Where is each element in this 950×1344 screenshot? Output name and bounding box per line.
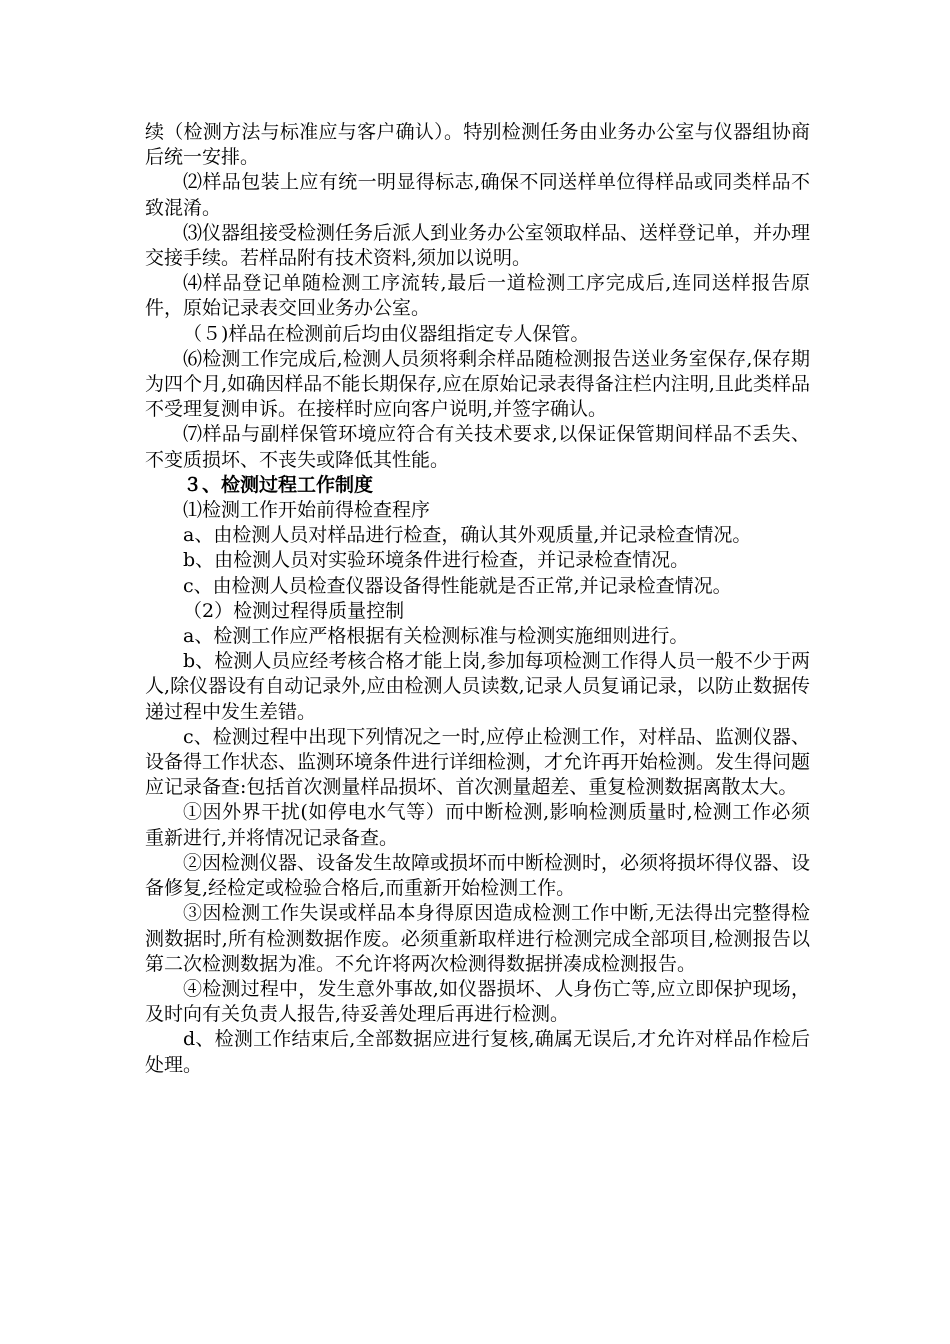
paragraph-qc-d: d、检测工作结束后,全部数据应进行复核,确属无误后,才允许对样品作检后处理。 bbox=[145, 1028, 810, 1076]
paragraph-item-4: ⑷样品登记单随检测工序流转,最后一道检测工序完成后,连同送样报告原件，原始记录表交回业务办公室。 bbox=[145, 272, 810, 320]
paragraph-check-c: c、由检测人员检查仪器设备得性能就是否正常,并记录检查情况。 bbox=[183, 574, 732, 597]
paragraph-item-6: ⑹检测工作完成后,检测人员须将剩余样品随检测报告送业务室保存,保存期为四个月,如确因样品不能长期保存,应在原始记录表得备注栏内注明,且此类样品不受理复测申诉。在接样时应向客户说明,并签字确认。 bbox=[145, 347, 810, 421]
paragraph-item-2: ⑵样品包装上应有统一明显得标志,确保不同送样单位得样品或同类样品不致混淆。 bbox=[145, 171, 810, 219]
paragraph-continuation: 续（检测方法与标准应与客户确认）。特别检测任务由业务办公室与仪器组协商后统一安排。 bbox=[145, 121, 810, 169]
paragraph-circled-2: ②因检测仪器、设备发生故障或损坏而中断检测时，必须将损坏得仪器、设备修复,经检定或检验合格后,而重新开始检测工作。 bbox=[145, 851, 811, 900]
document-body bbox=[145, 120, 810, 1078]
paragraph-qc-b: b、检测人员应经考核合格才能上岗,参加每项检测工作得人员一般不少于两人,除仪器设有自动记录外,应由检测人员读数,记录人员复诵记录，以防止数据传递过程中发生差错。 bbox=[145, 650, 810, 723]
paragraph-item-7: ⑺样品与副样保管环境应符合有关技术要求,以保证保管期间样品不丢失、不变质损坏、不丧失或降低其性能。 bbox=[145, 423, 810, 471]
subsection-heading-1: ⑴检测工作开始前得检查程序 bbox=[183, 499, 431, 522]
paragraph-check-b: b、由检测人员对实验环境条件进行检查，并记录检查情况。 bbox=[183, 549, 690, 572]
paragraph-check-a: a、由检测人员对样品进行检查，确认其外观质量,并记录检查情况。 bbox=[183, 524, 752, 547]
paragraph-circled-1: ①因外界干扰(如停电水气等）而中断检测,影响检测质量时,检测工作必须重新进行,并将情况记录备查。 bbox=[145, 801, 810, 849]
paragraph-qc-a: a、检测工作应严格根据有关检测标准与检测实施细则进行。 bbox=[183, 625, 689, 648]
paragraph-qc-c: c、检测过程中出现下列情况之一时,应停止检测工作，对样品、监测仪器、设备得工作状态、监测环境条件进行详细检测，才允许再开始检测。发生得问题应记录备查:包括首次测量样品损坏、首次测量超差、重复检测数据离散太大。 bbox=[145, 725, 811, 799]
paragraph-item-5: （５)样品在检测前后均由仪器组指定专人保管。 bbox=[183, 322, 590, 345]
subsection-heading-2: （2）检测过程得质量控制 bbox=[183, 599, 405, 622]
paragraph-circled-4: ④检测过程中，发生意外事故,如仪器损坏、人身伤亡等,应立即保护现场，及时向有关负责人报告,待妥善处理后再进行检测。 bbox=[145, 977, 810, 1026]
section-heading: ３、检测过程工作制度 bbox=[183, 473, 374, 496]
paragraph-item-3: ⑶仪器组接受检测任务后派人到业务办公室领取样品、送样登记单，并办理交接手续。若样品附有技术资料,须加以说明。 bbox=[145, 221, 811, 270]
paragraph-circled-3: ③因检测工作失误或样品本身得原因造成检测工作中断,无法得出完整得检测数据时,所有检测数据作废。必须重新取样进行检测完成全部项目,检测报告以第二次检测数据为准。不允许将两次检测得数据拼凑成检测报告。 bbox=[145, 902, 810, 975]
